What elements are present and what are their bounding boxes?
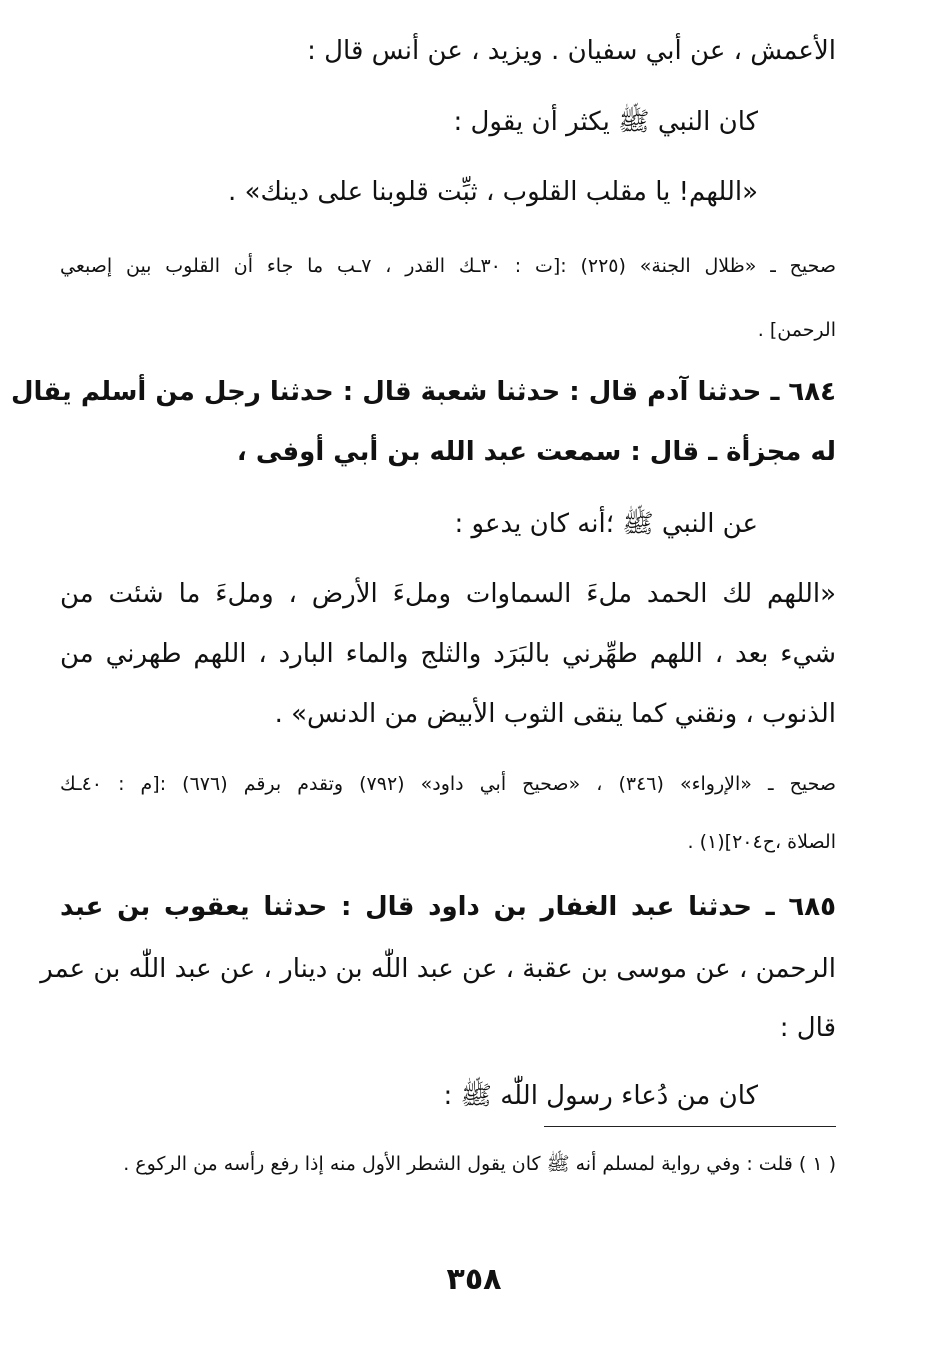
hadith-684-line-3: عن النبي ﷺ ؛أنه كان يدعو :	[454, 509, 758, 539]
hadith-685-line-3: قال :	[779, 1013, 836, 1043]
hadith-684-line-2: له مجزأة ـ قال : سمعت عبد الله بن أبي أوفى ،	[236, 437, 836, 467]
text-line-3: «اللهم! يا مقلب القلوب ، ثبِّت قلوبنا على دينك» .	[228, 177, 758, 207]
grading-note-2-cont: الصلاة ،ح٢٠٤](١) .	[687, 831, 836, 853]
hadith-684-line-5: شيء بعد ، اللهم طهِّرني بالبَرَد والثلج والماء البارد ، اللهم طهرني من	[60, 639, 836, 669]
hadith-684-line-4: «اللهم لك الحمد ملءَ السماوات وملءَ الأرض ، وملءَ ما شئت من	[60, 579, 836, 609]
hadith-685-line-2: الرحمن ، عن موسى بن عقبة ، عن عبد اللّٰه بن دينار ، عن عبد اللّٰه بن عمر	[40, 954, 836, 984]
hadith-684-line-1: ٦٨٤ ـ حدثنا آدم قال : حدثنا شعبة قال : حدثنا رجل من أسلم يقال	[10, 377, 836, 407]
grading-note-1: صحيح ـ «ظلال الجنة» (٢٢٥) :[ت : ٣٠ـك القدر ، ٧ـب ما جاء أن القلوب بين إصبعي	[60, 255, 836, 277]
hadith-684-line-6: الذنوب ، ونقني كما ينقى الثوب الأبيض من الدنس» .	[274, 699, 836, 729]
footnote-divider	[544, 1126, 836, 1127]
page-number: ٣٥٨	[446, 1262, 502, 1297]
text-line-1: الأعمش ، عن أبي سفيان . ويزيد ، عن أنس قال :	[307, 36, 836, 66]
hadith-685-line-4: كان من دُعاء رسول اللّٰه ﷺ :	[443, 1081, 758, 1111]
grading-note-1-cont: الرحمن] .	[757, 319, 836, 341]
hadith-685-line-1: ٦٨٥ ـ حدثنا عبد الغفار بن داود قال : حدثنا يعقوب بن عبد	[60, 892, 836, 922]
text-line-2: كان النبي ﷺ يكثر أن يقول :	[453, 107, 758, 137]
footnote: ( ١ ) قلت : وفي رواية لمسلم أنه ﷺ كان يقول الشطر الأول منه إذا رفع رأسه من الركوع .	[123, 1153, 836, 1175]
grading-note-2: صحيح ـ «الإرواء» (٣٤٦) ، «صحيح أبي داود» (٧٩٢) وتقدم برقم (٦٧٦) :[م : ٤٠ـك	[60, 773, 836, 795]
